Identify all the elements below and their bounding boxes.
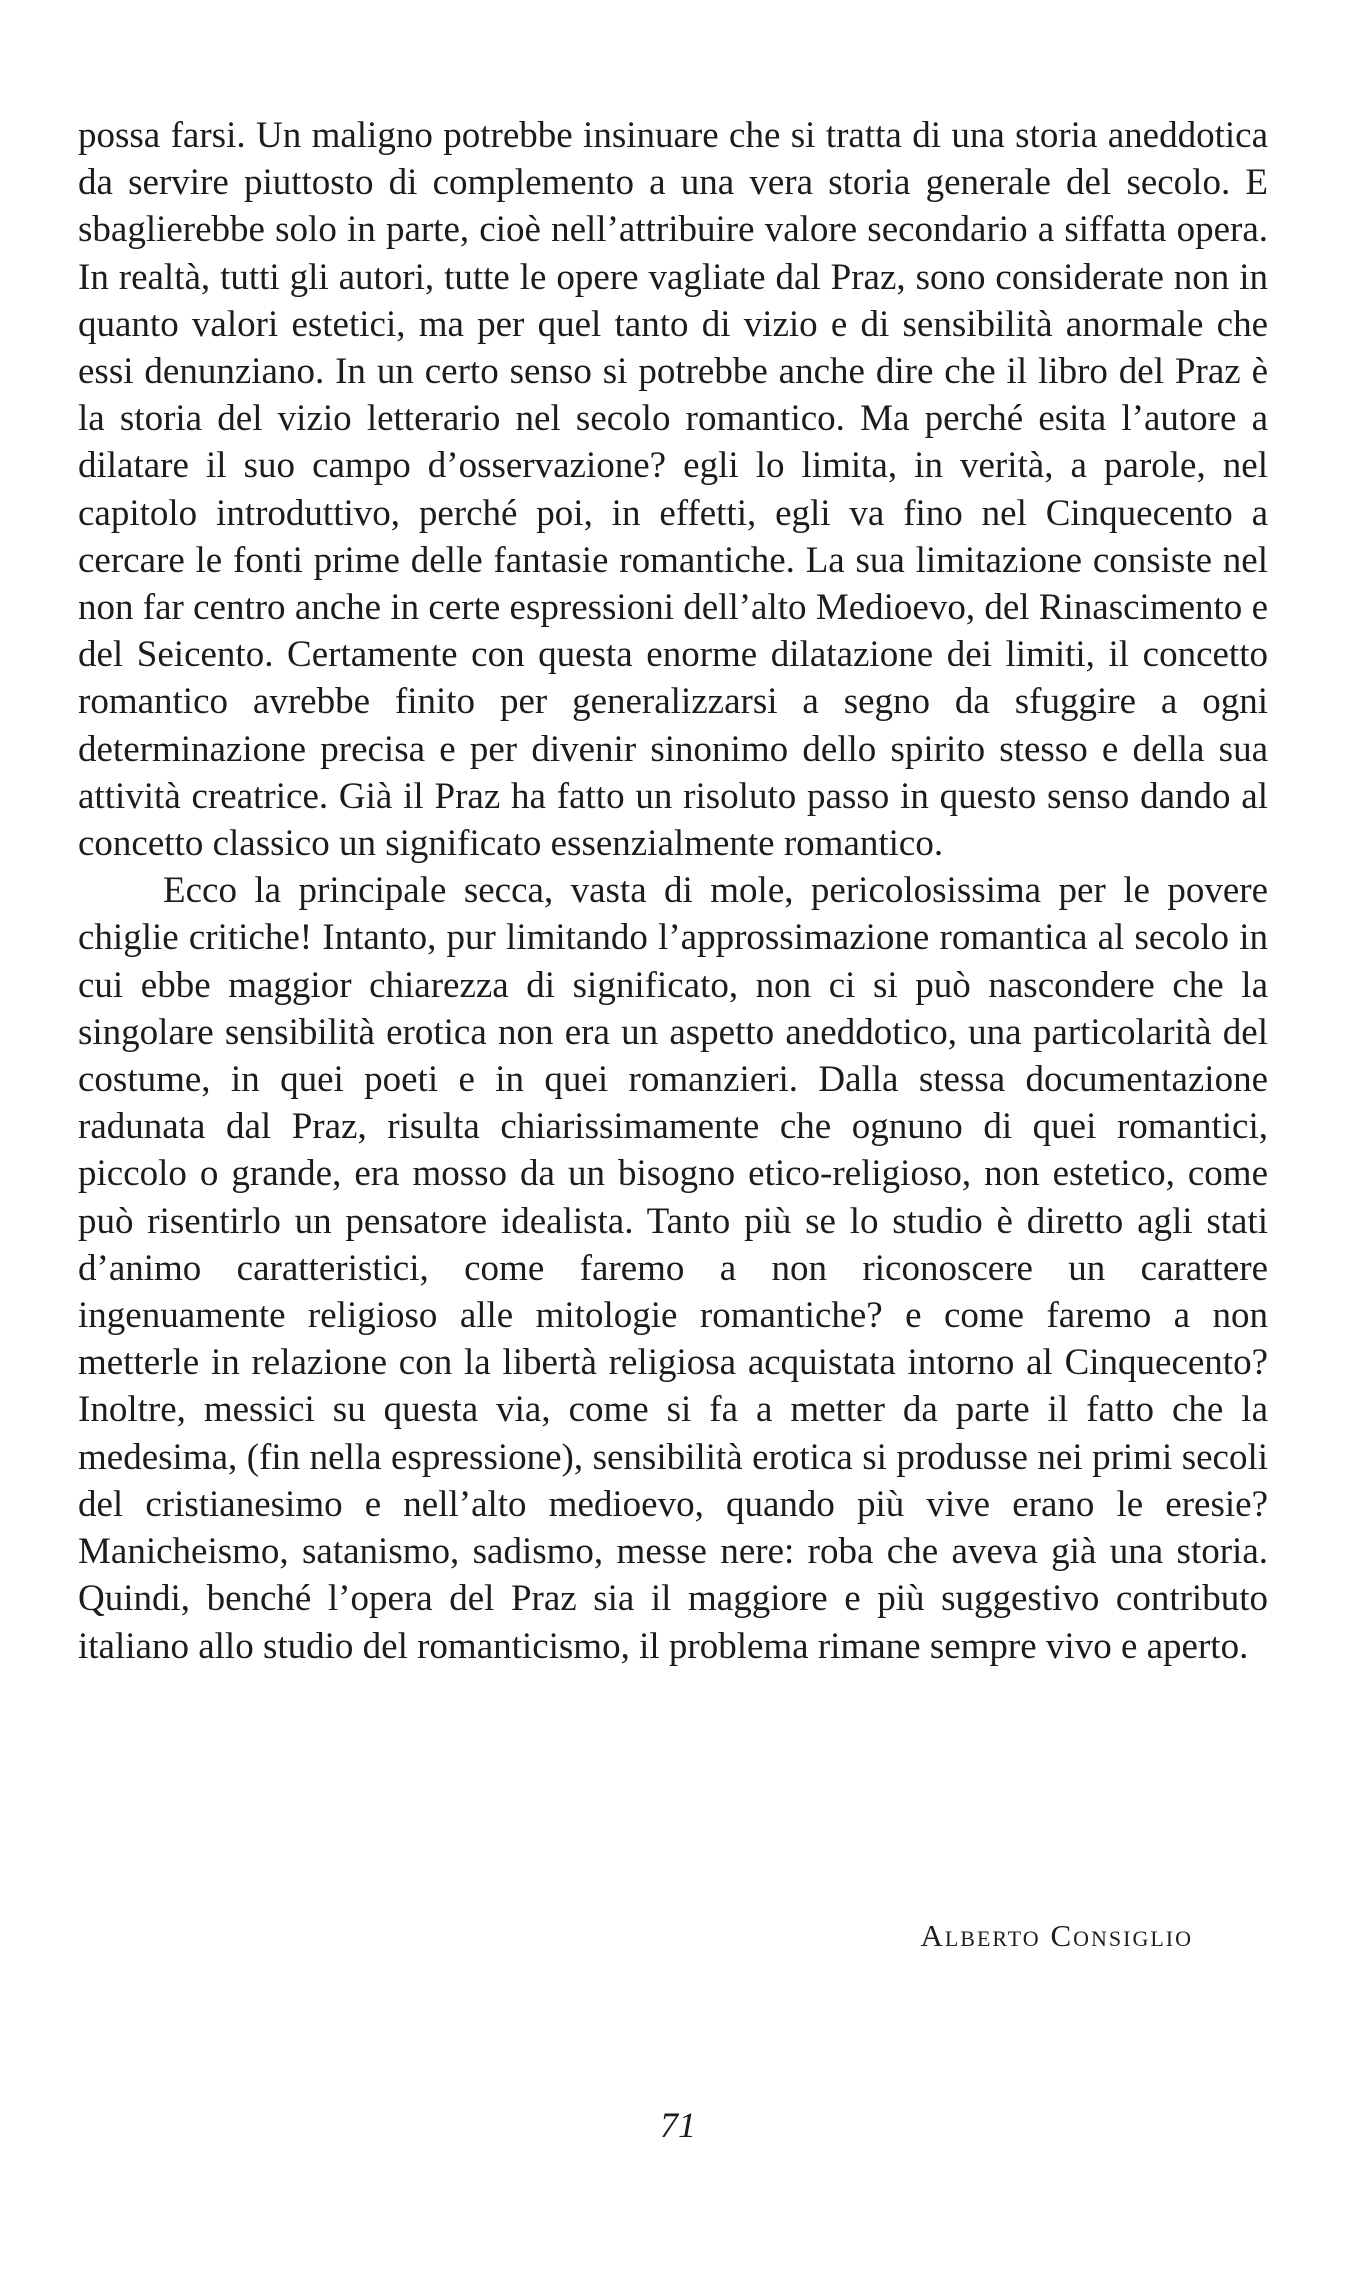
paragraph-1: possa farsi. Un maligno potrebbe insinuare che si tratta di una storia aneddotica da servire piuttosto di complemento a una vera storia generale del secolo. E sbaglierebbe solo in parte, cioè nell’attribuire valore secondario a siffatta opera. In realtà, tutti gli autori, tutte le opere vagliate dal Praz, sono considerate non in quanto valori estetici, ma per quel tanto di vizio e di sensibilità anormale che essi denunziano. In un certo senso si potrebbe anche dire che il libro del Praz è la storia del vizio letterario nel secolo romantico. Ma perché esita l’autore a dilatare il suo campo d’osservazione? egli lo limita, in verità, a parole, nel capitolo introduttivo, perché poi, in effetti, egli va fino nel Cinquecento a cercare le fonti prime delle fantasie romantiche. La sua limitazione consiste nel non far centro anche in certe espressioni dell’alto Medioevo, del Rinascimento e del Seicento. Certamente con questa enorme dilatazione dei limiti, il concetto romantico avrebbe finito per generalizzarsi a segno da sfuggire a ogni determinazione precisa e per divenir sinonimo dello spirito stesso e della sua attività creatrice. Già il Praz ha fatto un risoluto passo in questo senso dando al concetto classico un significato essenzialmente romantico. [78, 115, 1268, 865]
author-signature: Alberto Consiglio [920, 1918, 1193, 1953]
article-body [78, 112, 1268, 1670]
page-number: 71 [660, 2105, 696, 2145]
paragraph-2: Ecco la principale secca, vasta di mole, pericolosissima per le povere chiglie critiche! Intanto, pur limitando l’approssimazione romantica al secolo in cui ebbe maggior chiarezza di significato, non ci si può nascondere che la singolare sensibilità erotica non era un aspetto aneddotico, una particolarità del costume, in quei poeti e in quei romanzieri. Dalla stessa documentazione radunata dal Praz, risulta chiarissimamente che ognuno di quei romantici, piccolo o grande, era mosso da un bisogno etico-religioso, non estetico, come può risentirlo un pensatore idealista. Tanto più se lo studio è diretto agli stati d’animo caratteristici, come faremo a non riconoscere un carattere ingenuamente religioso alle mitologie romantiche? e come faremo a non metterle in relazione con la libertà religiosa acquistata intorno al Cinquecento? Inoltre, messici su questa via, come si fa a metter da parte il fatto che la medesima, (fin nella espressione), sensibilità erotica si produsse nei primi secoli del cristianesimo e nell’alto medioevo, quando più vive erano le eresie? Manicheismo, satanismo, sadismo, messe nere: roba che aveva già una storia. Quindi, benché l’opera del Praz sia il maggiore e più suggestivo contributo italiano allo studio del romanticismo, il problema rimane sempre vivo e aperto. [78, 870, 1268, 1667]
